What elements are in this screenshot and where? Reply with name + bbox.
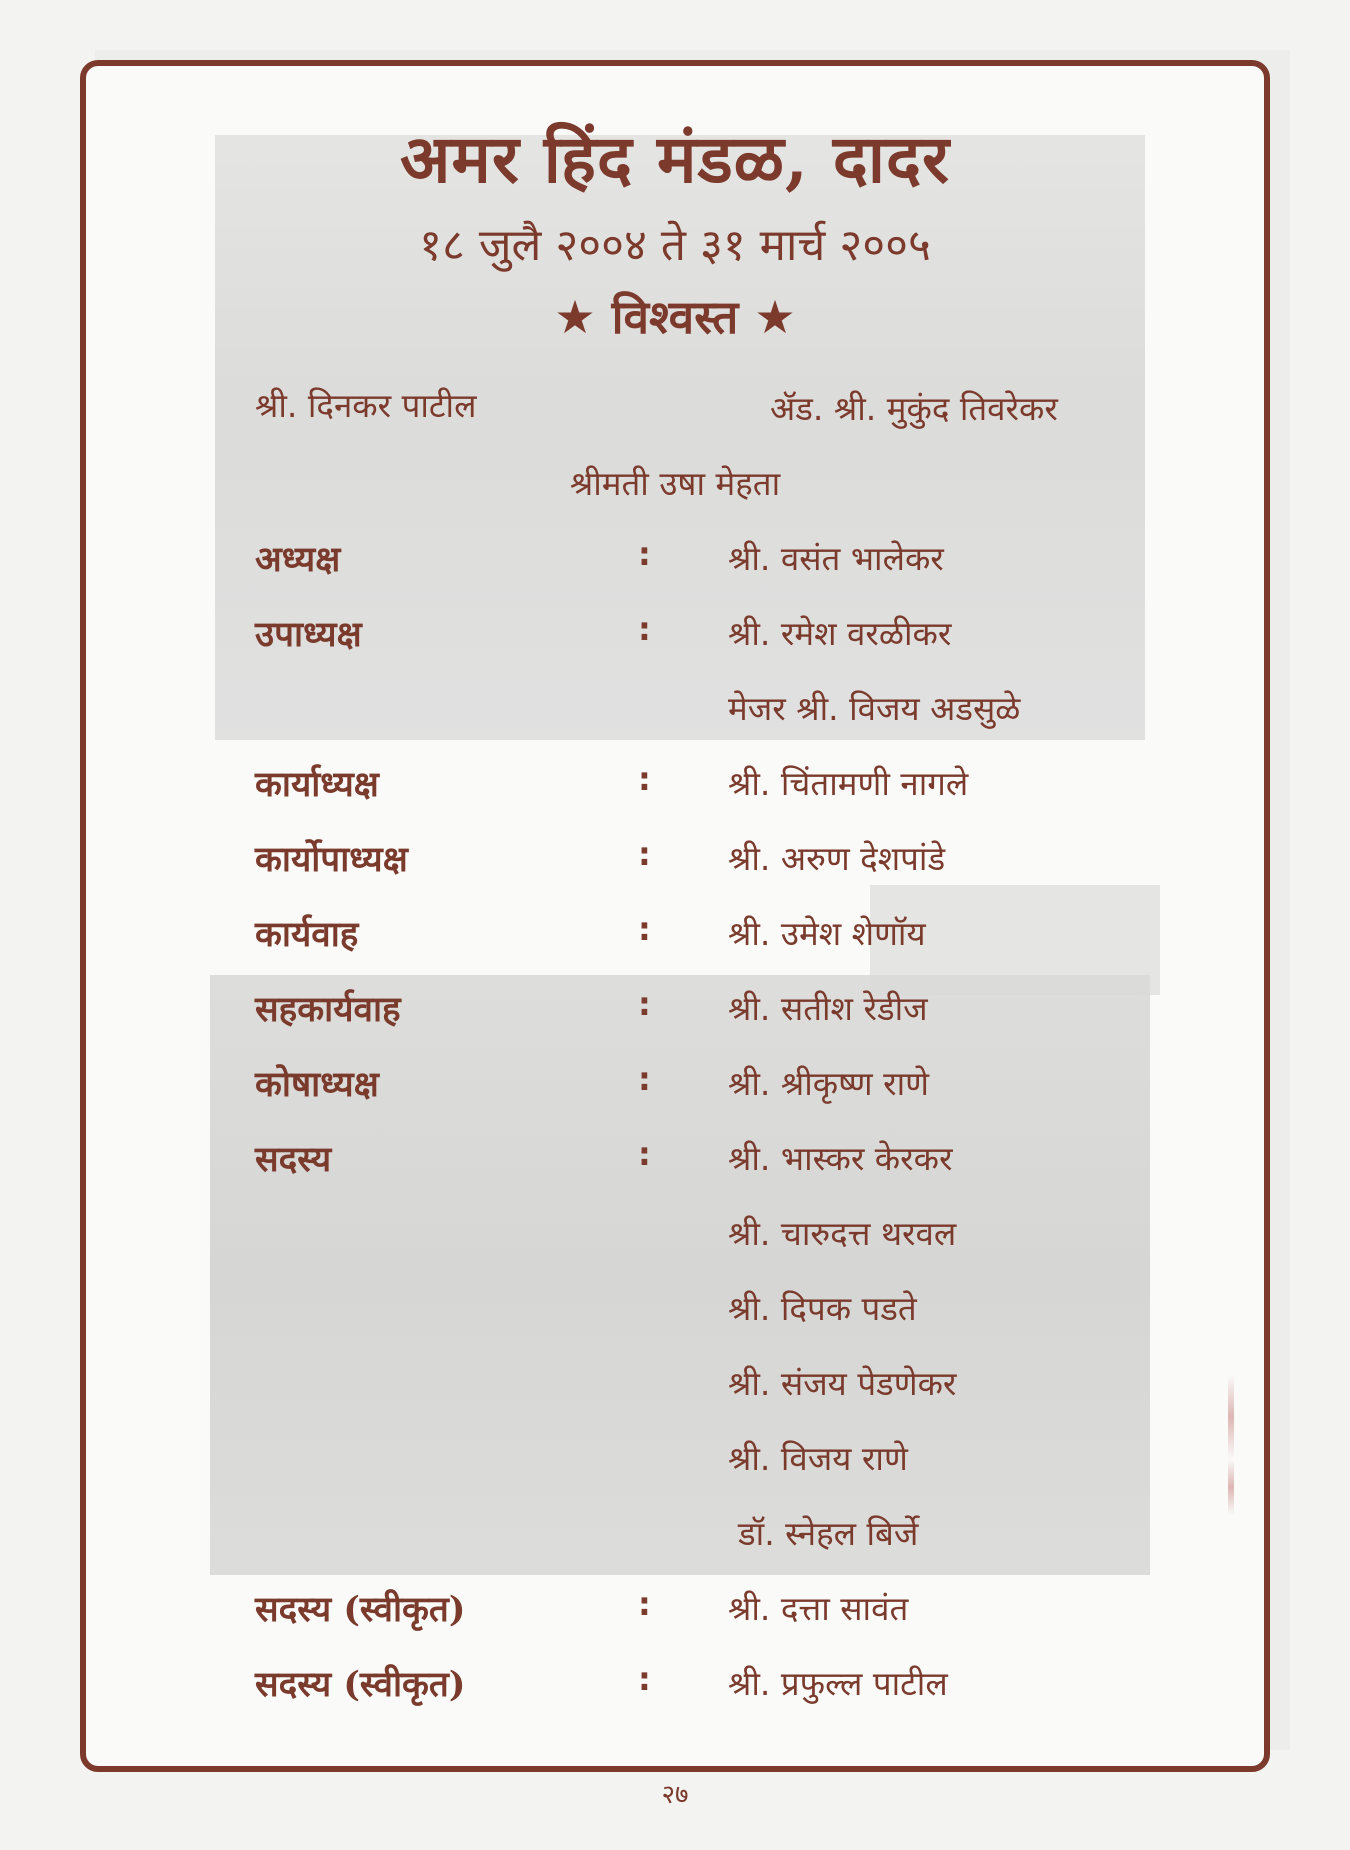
committee-role: कोषाध्यक्ष <box>255 1064 379 1105</box>
committee-row <box>0 1060 1350 1110</box>
committee-member-name: श्री. वसंत भालेकर <box>728 539 944 578</box>
committee-member-name: डॉ. स्नेहल बिर्जे <box>738 1514 919 1553</box>
committee-role: कार्याध्यक्ष <box>255 764 379 805</box>
trustee-left: श्री. दिनकर पाटील <box>255 386 477 425</box>
committee-row <box>0 1585 1350 1635</box>
committee-row <box>0 535 1350 585</box>
page-title: अमर हिंद मंडळ, दादर <box>399 120 951 198</box>
committee-separator: : <box>638 535 651 573</box>
committee-separator: : <box>638 1060 651 1098</box>
committee-separator: : <box>638 910 651 948</box>
committee-role: उपाध्यक्ष <box>255 614 362 655</box>
committee-row <box>0 1135 1350 1185</box>
committee-separator: : <box>638 610 651 648</box>
committee-separator: : <box>638 1660 651 1698</box>
committee-row <box>0 1285 1350 1335</box>
committee-row <box>0 1435 1350 1485</box>
committee-separator: : <box>638 835 651 873</box>
committee-member-name: श्री. विजय राणे <box>728 1439 908 1478</box>
committee-member-name: श्री. संजय पेडणेकर <box>728 1364 957 1403</box>
committee-member-name: श्री. श्रीकृष्ण राणे <box>728 1064 930 1103</box>
committee-member-name: श्री. दत्ता सावंत <box>728 1589 909 1628</box>
committee-role: सदस्य (स्वीकृत) <box>255 1589 466 1630</box>
committee-separator: : <box>638 1585 651 1623</box>
trustee-center: श्रीमती उषा मेहता <box>569 464 781 503</box>
page-number: २७ <box>661 1780 689 1810</box>
committee-row <box>0 1210 1350 1260</box>
committee-role: सहकार्यवाह <box>255 989 401 1030</box>
committee-separator: : <box>638 985 651 1023</box>
committee-member-name: श्री. भास्कर केरकर <box>728 1139 953 1178</box>
committee-row <box>0 910 1350 960</box>
committee-member-name: श्री. सतीश रेडीज <box>728 989 928 1028</box>
committee-row <box>0 835 1350 885</box>
committee-member-name: श्री. अरुण देशपांडे <box>728 839 946 878</box>
committee-role: सदस्य <box>255 1139 332 1180</box>
committee-member-name: श्री. रमेश वरळीकर <box>728 614 952 653</box>
committee-role: कार्यवाह <box>255 914 359 955</box>
committee-member-name: श्री. प्रफुल्ल पाटील <box>728 1664 948 1703</box>
committee-row <box>0 760 1350 810</box>
committee-row <box>0 985 1350 1035</box>
committee-separator: : <box>638 760 651 798</box>
committee-role: सदस्य (स्वीकृत) <box>255 1664 466 1705</box>
committee-member-name: मेजर श्री. विजय अडसुळे <box>728 689 1021 728</box>
committee-separator: : <box>638 1135 651 1173</box>
committee-member-name: श्री. चारुदत्त थरवल <box>728 1214 957 1253</box>
committee-member-name: श्री. उमेश शेणॉय <box>728 914 926 953</box>
committee-row <box>0 685 1350 735</box>
committee-row <box>0 1510 1350 1560</box>
committee-row <box>0 1660 1350 1710</box>
committee-row <box>0 610 1350 660</box>
term-dates: १८ जुलै २००४ ते ३१ मार्च २००५ <box>419 220 931 271</box>
committee-role: अध्यक्ष <box>255 539 341 580</box>
committee-member-name: श्री. दिपक पडते <box>728 1289 917 1328</box>
committee-row <box>0 1360 1350 1410</box>
trustees-heading: ★ विश्वस्त ★ <box>554 290 796 344</box>
committee-role: कार्योपाध्यक्ष <box>255 839 408 880</box>
trustee-right: ॲड. श्री. मुकुंद तिवरेकर <box>770 389 1058 428</box>
committee-member-name: श्री. चिंतामणी नागले <box>728 764 969 803</box>
